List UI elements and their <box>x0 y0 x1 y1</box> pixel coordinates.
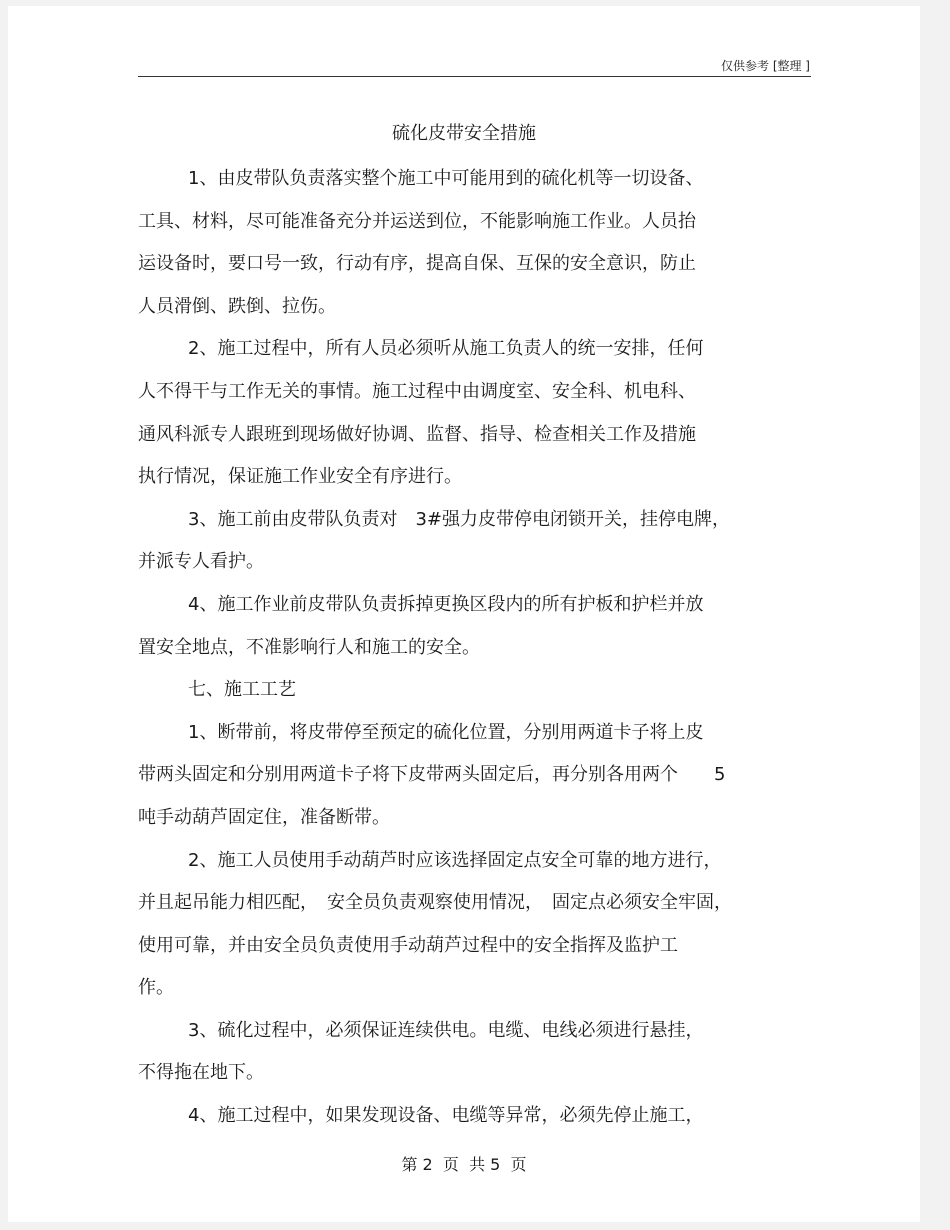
header-rule <box>138 76 811 77</box>
page-title: 硫化皮带安全措施 <box>392 123 536 144</box>
text-line: 带两头固定和分别用两道卡子将下皮带两头固定后，再分别各用两个 5 <box>138 764 726 786</box>
text-line: 使用可靠，并由安全员负责使用手动葫芦过程中的安全指挥及监护工 <box>138 934 678 956</box>
text-line: 置安全地点，不准影响行人和施工的安全。 <box>138 636 480 658</box>
text-line: 4、施工作业前皮带队负责拆掉更换区段内的所有护板和护栏并放 <box>188 593 704 615</box>
text-line: 不得拖在地下。 <box>138 1062 264 1084</box>
text-line: 运设备时，要口号一致，行动有序，提高自保、互保的安全意识，防止 <box>138 253 696 275</box>
text-line: 1、由皮带队负责落实整个施工中可能用到的硫化机等一切设备、 <box>188 168 704 189</box>
text-line: 工具、材料，尽可能准备充分并运送到位，不能影响施工作业。人员抬 <box>138 210 696 232</box>
page-number: 第 2 页 共 5 页 <box>401 1155 527 1174</box>
text-line: 作。 <box>138 977 174 999</box>
text-line: 2、施工人员使用手动葫芦时应该选择固定点安全可靠的地方进行， <box>188 849 722 871</box>
text-line: 通风科派专人跟班到现场做好协调、监督、指导、检查相关工作及措施 <box>138 423 696 445</box>
body-text <box>138 158 818 1138</box>
text-line: 并且起吊能力相匹配， 安全员负责观察使用情况， 固定点必须安全牢固， <box>138 892 732 914</box>
document-page <box>8 6 920 1222</box>
text-line: 2、施工过程中，所有人员必须听从施工负责人的统一安排，任何 <box>188 338 704 360</box>
text-line: 人员滑倒、跌倒、拉伤。 <box>138 295 336 317</box>
text-line: 人不得干与工作无关的事情。施工过程中由调度室、安全科、机电科、 <box>138 380 696 402</box>
text-line: 3、施工前由皮带队负责对 3#强力皮带停电闭锁开关，挂停电牌， <box>188 508 730 530</box>
section-heading: 七、施工工艺 <box>188 679 296 701</box>
text-line: 执行情况，保证施工作业安全有序进行。 <box>138 466 462 488</box>
text-line: 吨手动葫芦固定住，准备断带。 <box>138 806 390 828</box>
text-line: 3、硫化过程中，必须保证连续供电。电缆、电线必须进行悬挂， <box>188 1019 704 1041</box>
text-line: 1、断带前，将皮带停至预定的硫化位置，分别用两道卡子将上皮 <box>188 721 704 743</box>
text-line: 并派专人看护。 <box>138 551 264 573</box>
text-line: 4、施工过程中，如果发现设备、电缆等异常，必须先停止施工， <box>188 1105 704 1127</box>
header-note: 仅供参考 [整理 ] <box>721 59 810 73</box>
